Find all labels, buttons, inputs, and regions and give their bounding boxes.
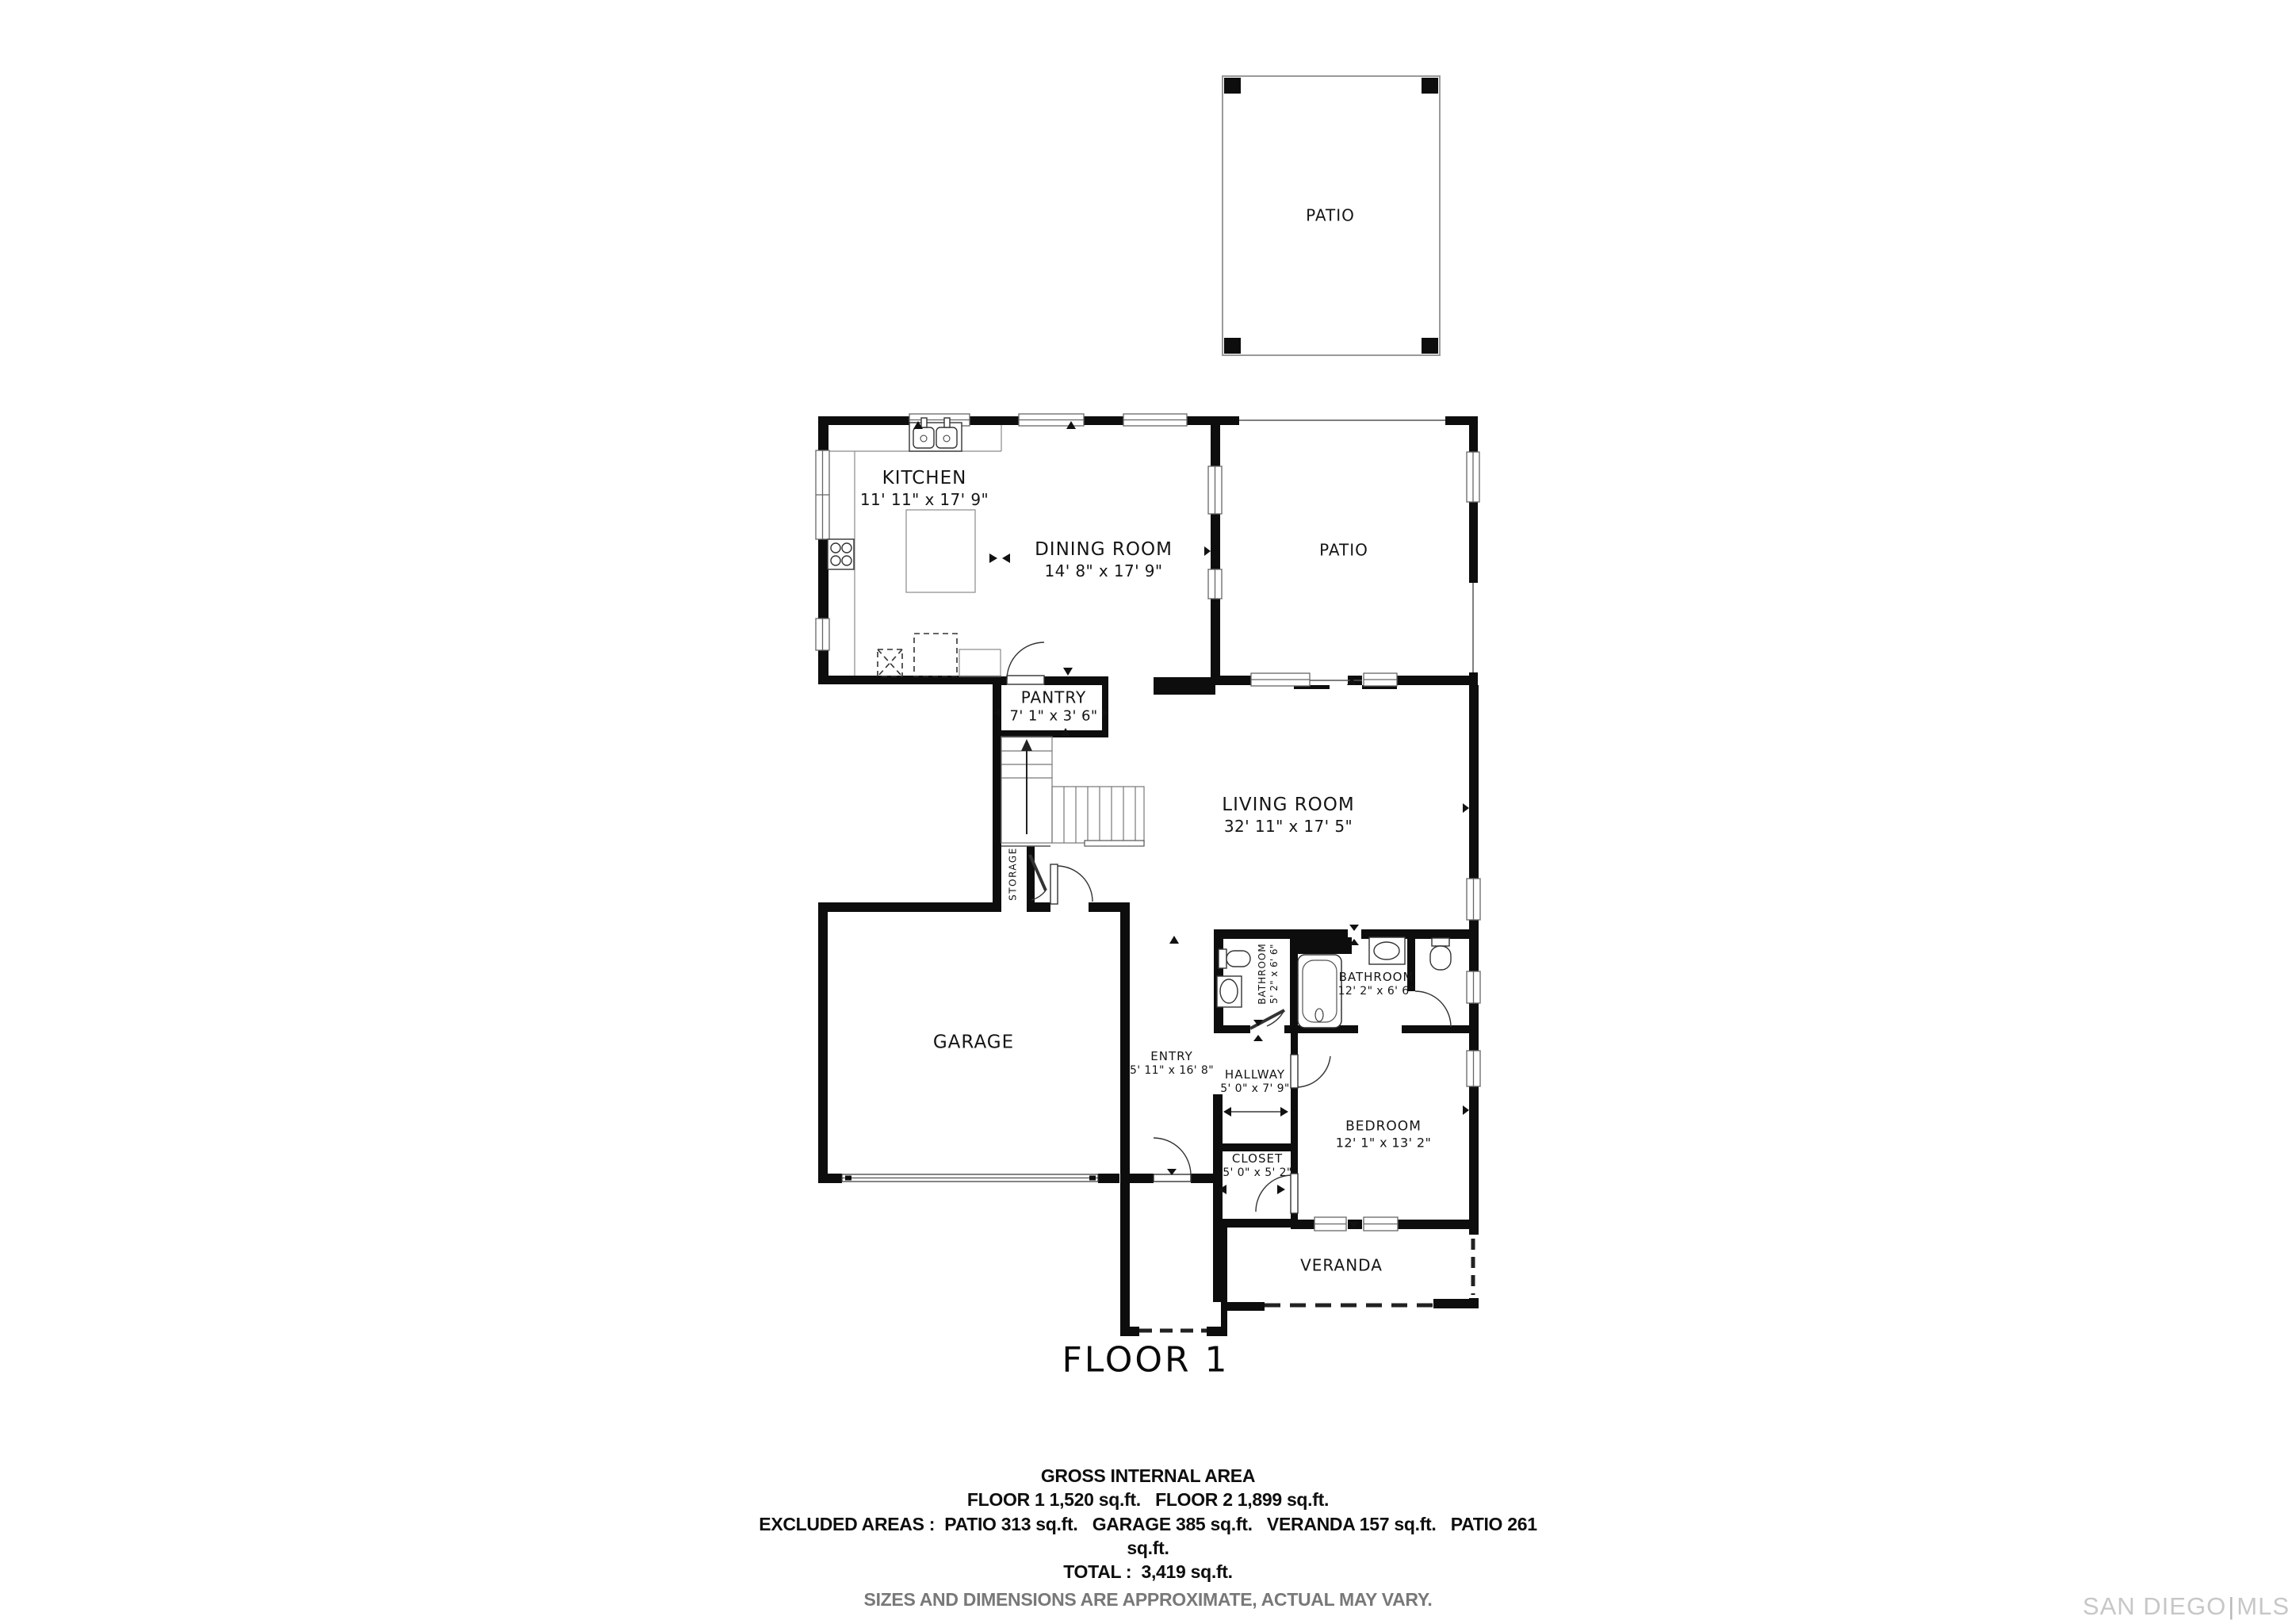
stairs-up-arrow xyxy=(1021,739,1032,751)
kitchen-appliances xyxy=(878,634,957,676)
bathtub xyxy=(1298,955,1341,1028)
closet-name: CLOSET xyxy=(1231,1151,1284,1166)
refrigerator xyxy=(914,634,957,676)
toilet-small-bath xyxy=(1219,949,1250,968)
disclaimer-line: SIZES AND DIMENSIONS ARE APPROXIMATE, ACTUAL MAY VARY. xyxy=(863,1588,1433,1610)
hallway-dims: 5' 0" x 7' 9" xyxy=(1220,1082,1290,1095)
kitchen-dims: 11' 11" x 17' 9" xyxy=(859,489,989,509)
entry-door-leaf xyxy=(1154,1174,1191,1182)
room-label-bathroom-small xyxy=(1257,943,1280,1004)
mls-watermark xyxy=(2083,1592,2290,1621)
floor-title: FLOOR 1 xyxy=(1062,1339,1230,1381)
pantry-door-leaf xyxy=(1007,676,1044,684)
bedroom-name: BEDROOM xyxy=(1345,1118,1422,1135)
kitchen-name: KITCHEN xyxy=(882,468,967,489)
garage-name: GARAGE xyxy=(932,1032,1015,1053)
room-label-patio-top xyxy=(1306,206,1355,226)
living-name: LIVING ROOM xyxy=(1222,795,1355,816)
room-label-veranda xyxy=(1300,1256,1383,1276)
dining-dims: 14' 8" x 17' 9" xyxy=(1044,561,1163,580)
hallway-name: HALLWAY xyxy=(1224,1067,1286,1082)
garage-door xyxy=(842,1174,1098,1182)
gross-internal-area-heading: GROSS INTERNAL AREA xyxy=(1040,1465,1256,1486)
room-label-kitchen xyxy=(860,467,989,510)
area-summary xyxy=(759,1464,1536,1611)
living-dims: 32' 11" x 17' 5" xyxy=(1223,816,1353,836)
excluded-areas-line: EXCLUDED AREAS : PATIO 313 sq.ft. GARAGE 385 sq.ft. VERANDA 157 sq.ft. PATIO 261 xyxy=(759,1513,1537,1534)
bathroom-large-name: BATHROOM xyxy=(1338,969,1414,984)
veranda-open-edges xyxy=(1139,1239,1473,1331)
bathroom-sink-large xyxy=(1369,937,1405,964)
dining-name: DINING ROOM xyxy=(1035,539,1173,561)
floor-areas-line: FLOOR 1 1,520 sq.ft. FLOOR 2 1,899 sq.ft. xyxy=(966,1489,1330,1511)
watermark-right: MLS xyxy=(2237,1592,2290,1620)
room-label-pantry xyxy=(1009,688,1097,726)
room-label-closet xyxy=(1223,1151,1292,1180)
stairs xyxy=(1001,737,1144,846)
toilet-large-bath xyxy=(1430,938,1451,970)
room-label-storage xyxy=(1008,847,1020,901)
living-room-door-leaf xyxy=(1050,864,1058,904)
closet-dims: 5' 0" x 5' 2" xyxy=(1223,1166,1292,1179)
bathroom-sink-small xyxy=(1217,976,1242,1007)
watermark-left: SAN DIEGO xyxy=(2082,1592,2227,1620)
room-label-garage xyxy=(933,1032,1014,1055)
entry-name: ENTRY xyxy=(1150,1048,1193,1063)
total-area-line: TOTAL : 3,419 sq.ft. xyxy=(1063,1561,1233,1583)
bedroom-door-leaf xyxy=(1291,1055,1298,1088)
kitchen-island xyxy=(906,510,975,592)
entry-dims: 5' 11" x 16' 8" xyxy=(1129,1063,1215,1077)
excluded-areas-wrap-line: sq.ft. xyxy=(1127,1538,1169,1559)
room-label-entry xyxy=(1130,1049,1214,1078)
bathroom-small-name: BATHROOM xyxy=(1257,943,1268,1005)
bedroom-dims: 12' 1" x 13' 2" xyxy=(1335,1135,1432,1151)
room-label-living xyxy=(1222,794,1355,837)
bathroom-large-dims: 12' 2" x 6' 6" xyxy=(1337,984,1415,998)
room-label-bathroom-large xyxy=(1338,970,1415,998)
watermark-bar: | xyxy=(2228,1592,2236,1620)
room-label-dining xyxy=(1035,538,1173,581)
windows xyxy=(816,414,1480,1231)
open-edges xyxy=(1001,420,1473,846)
patio-top-name: PATIO xyxy=(1306,205,1355,225)
room-label-bedroom xyxy=(1336,1118,1431,1151)
pantry-name: PANTRY xyxy=(1020,688,1087,707)
storage-name: STORAGE xyxy=(1007,847,1019,901)
patio-name: PATIO xyxy=(1319,540,1368,560)
veranda-name: VERANDA xyxy=(1300,1255,1383,1275)
bathroom-small-dims: 5' 2" x 6' 6" xyxy=(1269,944,1280,1004)
room-label-patio xyxy=(1319,541,1368,561)
stove xyxy=(828,539,854,569)
pantry-dims: 7' 1" x 3' 6" xyxy=(1009,707,1098,725)
room-label-hallway xyxy=(1220,1067,1290,1096)
